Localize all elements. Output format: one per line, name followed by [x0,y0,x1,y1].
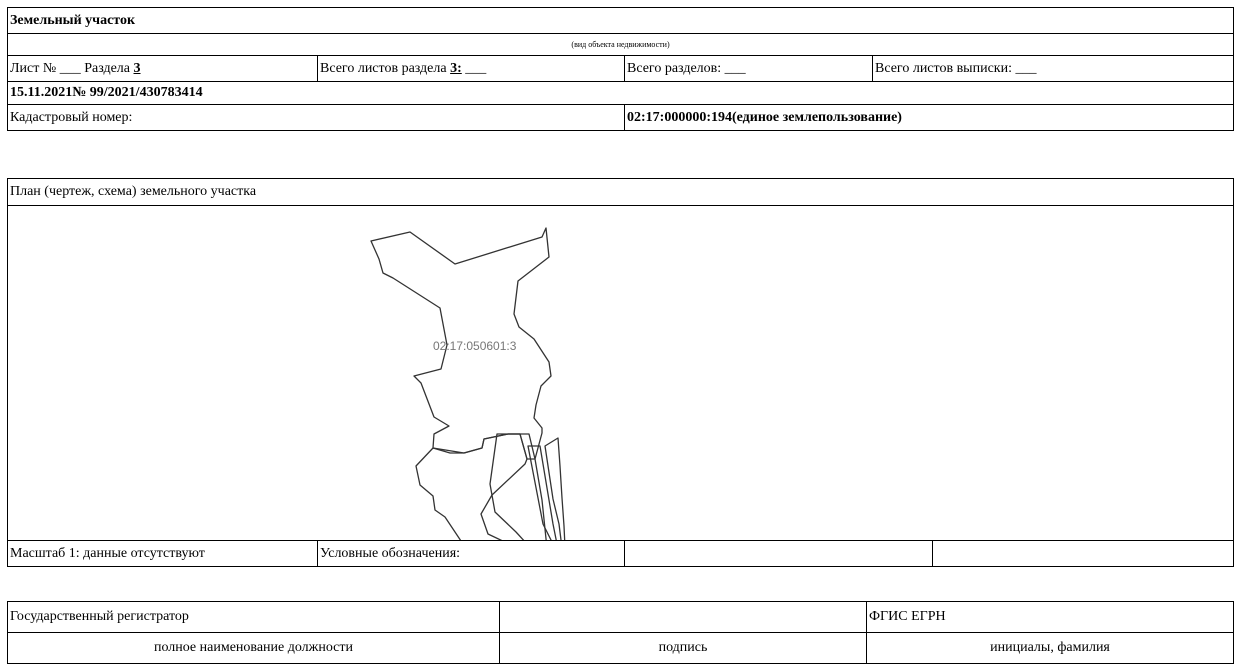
date-number: 15.11.2021№ 99/2021/430783414 [8,82,1234,105]
total-section-sheets-cell [318,56,625,82]
sheet-blank: ___ [59,60,81,76]
sheet-label: Лист № [10,60,57,76]
legend-empty-cell-2 [933,541,1234,567]
object-title: Земельный участок [8,8,1234,34]
total-sections-label: Всего разделов: [627,60,722,76]
parcel-plan-drawing [8,206,1234,540]
name-caption: инициалы, фамилия [867,633,1234,664]
plan-title: План (чертеж, схема) земельного участка [8,179,1234,206]
section-number: 3 [133,60,141,76]
cadastral-value: 02:17:000000:194(единое землепользование) [625,105,1234,131]
cadastral-label: Кадастровый номер: [8,105,625,131]
plan-drawing-cell [8,206,1234,541]
signature-caption: подпись [500,633,867,664]
registrar-position: Государственный регистратор [8,602,500,633]
object-type-caption: (вид объекта недвижимости) [8,34,1234,56]
sheet-number-cell [8,56,318,82]
parcel-strip-west [490,434,548,540]
total-section-sheets-blank: ___ [465,60,487,76]
total-extract-sheets-blank: ___ [1015,60,1037,76]
total-extract-sheets-cell [873,56,1234,82]
extract-header-table [7,7,1234,131]
total-sections-blank: ___ [724,60,746,76]
total-section-sheets-number: 3: [450,60,462,76]
plan-table [7,178,1234,567]
registrar-name: ФГИС ЕГРН [867,602,1234,633]
total-section-sheets-label: Всего листов раздела [320,60,447,76]
legend-empty-cell-1 [625,541,933,567]
registrar-signature [500,602,867,633]
scale-cell: Масштаб 1: данные отсутствуют [8,541,318,567]
total-extract-sheets-label: Всего листов выписки: [875,60,1012,76]
section-label: Раздела [84,60,131,76]
signature-table [7,601,1234,664]
position-caption: полное наименование должности [8,633,500,664]
parcel-strip-east [545,438,565,540]
parcel-southwest-outline [416,434,531,540]
legend-label: Условные обозначения: [318,541,625,567]
parcel-label: 02:17:050601:3 [433,339,517,353]
total-sections-cell [625,56,873,82]
